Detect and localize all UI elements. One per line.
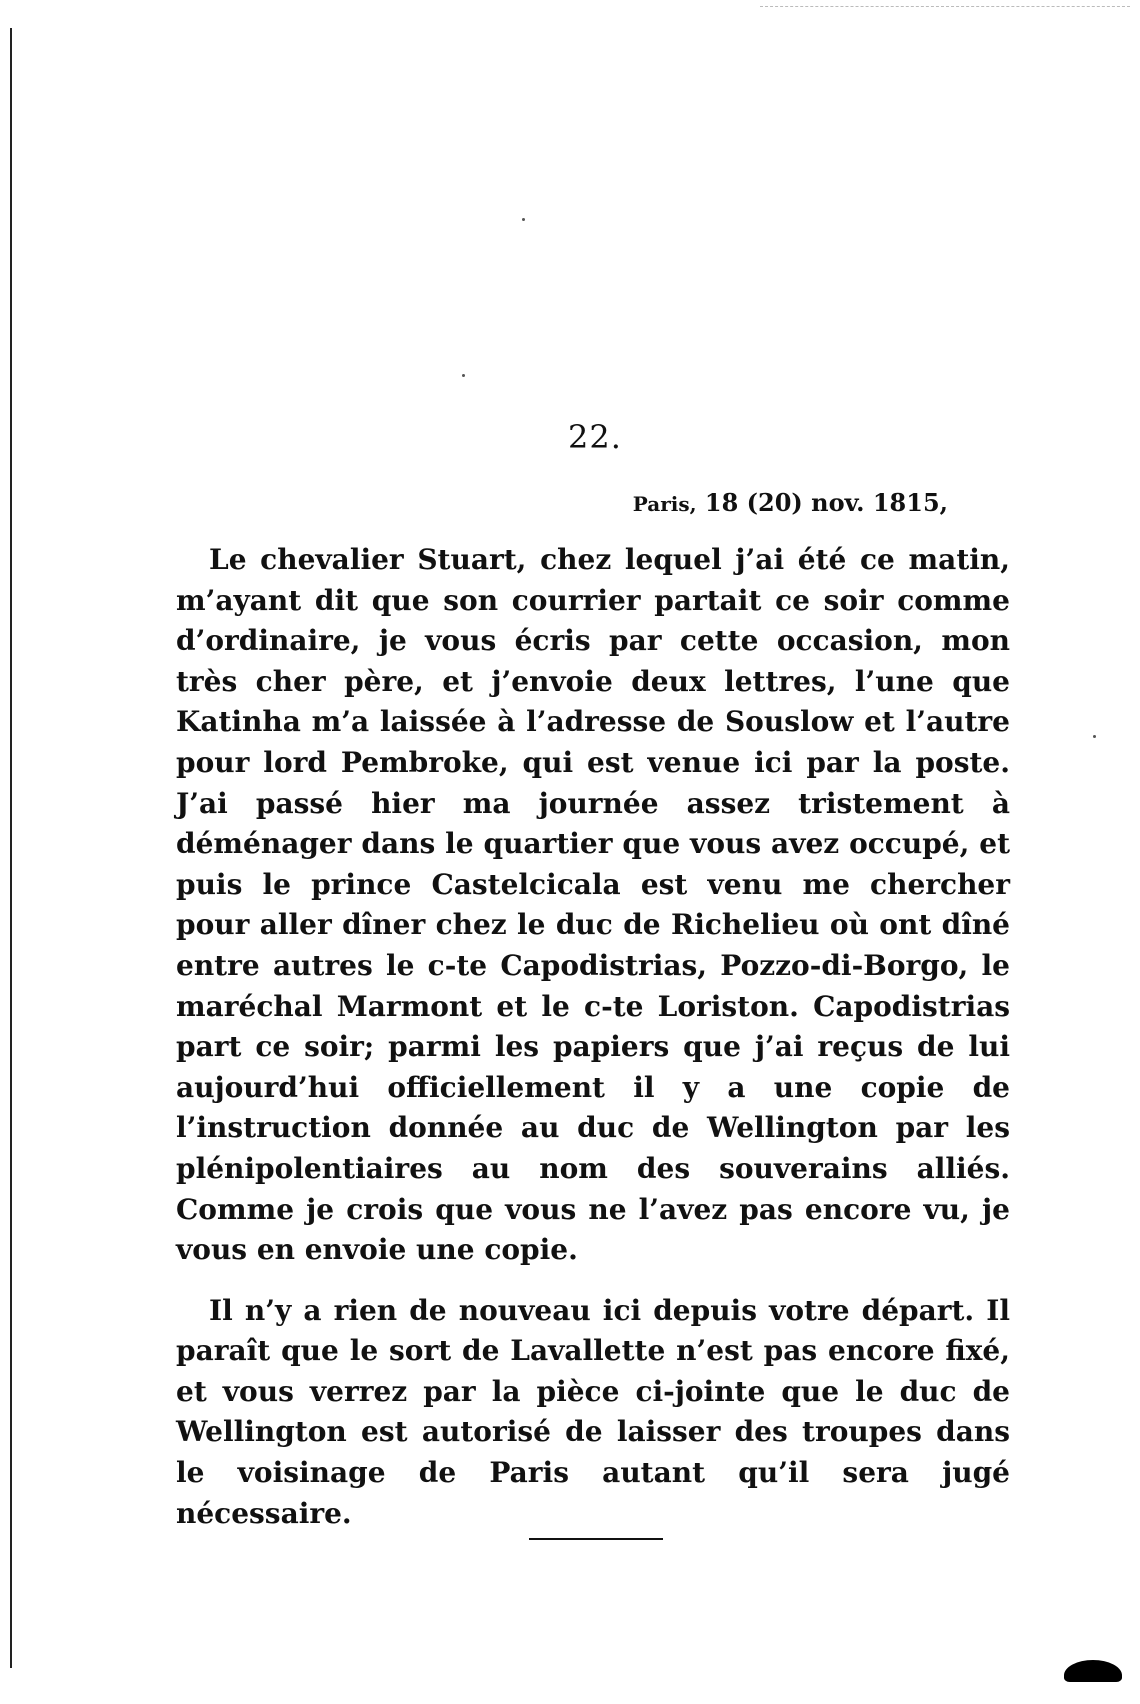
paragraph: Le chevalier Stuart, chez lequel j’ai été ce matin, m’ayant dit que son courrier partait ce soir comme d’ordinaire, je vous écris par cette occasion, mon très cher père, et j’envoie deux lettres, l’une que Katinha m’a laissée à l’adresse de Souslow et l’autre pour lord Pembroke, qui est venue ici par la poste. J’ai passé hier ma journée assez tristement à déménager dans le quartier que vous avez occupé, et puis le prince Castelcicala est venu me chercher pour aller dîner chez le duc de Richelieu où ont dîné entre autres le c-te Capodistrias, Pozzo-di-Borgo, le maréchal Marmont et le c-te Loriston. Capodistrias part ce soir; parmi les papiers que j’ai reçus de lui aujourd’hui officiellement il y a une copie de l’instruction donnée au duc de Wellington par les plénipolentiaires au nom des souverains alliés. Comme je crois que vous ne l’avez pas encore vu, je vous en envoie une copie.: [176, 543, 1010, 1267]
ink-speck: [522, 218, 525, 221]
page-edge-line: [10, 28, 12, 1668]
paragraph: Il n’y a rien de nouveau ici depuis votre départ. Il paraît que le sort de Lavallette n’est pas encore fixé, et vous verrez par la pièce ci-jointe que le duc de Wellington est autorisé de laisser des troupes dans le voisinage de Paris autant qu’il sera jugé nécessaire.: [176, 1293, 1010, 1530]
dateline-place: Paris,: [632, 492, 697, 516]
ink-speck: [1093, 735, 1096, 738]
letter-number: 22.: [568, 418, 622, 456]
dateline-date: 18 (20) nov. 1815,: [704, 488, 948, 517]
section-end-rule: [529, 1538, 663, 1540]
corner-ink-blot: [1064, 1660, 1122, 1682]
top-edge-line: [760, 6, 1130, 8]
letter-body: [176, 540, 1010, 1534]
ink-speck: [462, 374, 465, 377]
dateline: [633, 488, 948, 517]
